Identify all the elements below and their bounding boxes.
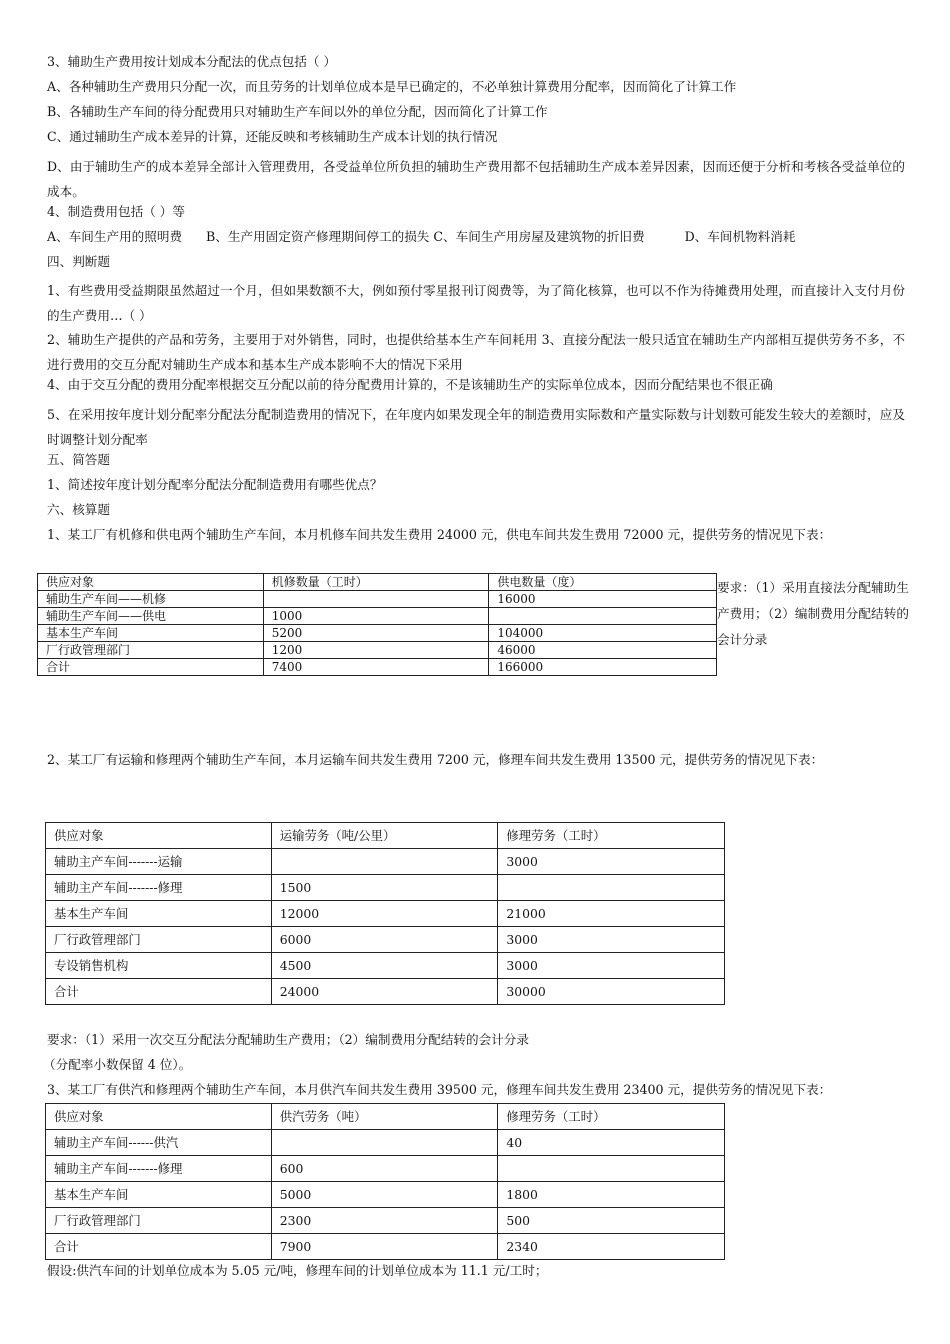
problem3-table xyxy=(45,1103,725,1260)
table-row xyxy=(46,1208,725,1234)
header-cell: 供电数量（度） xyxy=(489,574,717,591)
table-cell: 辅助生产车间——供电 xyxy=(38,608,264,625)
section4-title: 四、判断题 xyxy=(47,254,110,269)
table-cell: 3000 xyxy=(498,849,725,875)
table-cell: 合计 xyxy=(38,659,264,676)
table-cell: 24000 xyxy=(271,979,498,1005)
table-cell: 40 xyxy=(498,1130,725,1156)
judge-item-1: 1、有些费用受益期限虽然超过一个月，但如果数额不大，例如预付零星报刊订阅费等，为了简化核算，也可以不作为待摊费用处理，而直接计入支付月份的生产费用…（ ） xyxy=(47,283,905,323)
table-row xyxy=(38,608,717,625)
table-cell: 辅助主产车间-------运输 xyxy=(46,849,272,875)
table-cell: 7900 xyxy=(271,1234,498,1260)
table-row xyxy=(46,1130,725,1156)
table-cell: 辅助主产车间------供汽 xyxy=(46,1130,272,1156)
table-cell xyxy=(271,849,498,875)
header-cell: 供应对象 xyxy=(38,574,264,591)
table-row xyxy=(46,901,725,927)
table-row xyxy=(46,1234,725,1260)
table-cell: 辅助主产车间-------修理 xyxy=(46,1156,272,1182)
table-cell: 3000 xyxy=(498,953,725,979)
table-cell: 3000 xyxy=(498,927,725,953)
table-cell: 16000 xyxy=(489,591,717,608)
table-cell: 500 xyxy=(498,1208,725,1234)
table-cell: 合计 xyxy=(46,979,272,1005)
problem3-assumption: 假设:供汽车间的计划单位成本为 5.05 元/吨，修理车间的计划单位成本为 11.1 元/工时； xyxy=(47,1263,548,1278)
table-cell: 1500 xyxy=(271,875,498,901)
table-cell: 辅助生产车间——机修 xyxy=(38,591,264,608)
table-cell: 5200 xyxy=(263,625,489,642)
header-cell: 供应对象 xyxy=(46,823,272,849)
table-row xyxy=(38,591,717,608)
table-row xyxy=(46,1182,725,1208)
table-cell: 46000 xyxy=(489,642,717,659)
table-cell: 1000 xyxy=(263,608,489,625)
table-cell: 30000 xyxy=(498,979,725,1005)
q3-option-a: A、各种辅助生产费用只分配一次，而且劳务的计划单位成本是早已确定的，不必单独计算费用分配率，因而简化了计算工作 xyxy=(47,79,737,94)
header-cell: 机修数量（工时） xyxy=(263,574,489,591)
problem2-requirement: 要求：（1）采用一次交互分配法分配辅助生产费用；（2）编制费用分配结转的会计分录 xyxy=(47,1032,529,1047)
table-cell: 基本生产车间 xyxy=(46,901,272,927)
table-cell: 专设销售机构 xyxy=(46,953,272,979)
judge-item-5: 5、在采用按年度计划分配率分配法分配制造费用的情况下，在年度内如果发现全年的制造费用实际数和产量实际数与计划数可能发生较大的差额时，应及时调整计划分配率 xyxy=(47,407,905,447)
problem1-table xyxy=(37,573,717,676)
q4-options: A、车间生产用的照明费 B、生产用固定资产修理期间停工的损失 C、车间生产用房屋及建筑物的折旧费 D、车间机物料消耗 xyxy=(47,229,796,244)
table-cell: 厂行政管理部门 xyxy=(46,927,272,953)
problem1-requirement: 要求：（1）采用直接法分配辅助生产费用；（2）编制费用分配结转的会计分录 xyxy=(717,580,909,647)
table-row xyxy=(38,642,717,659)
table-row xyxy=(46,979,725,1005)
q3-option-d: D、由于辅助生产的成本差异全部计入管理费用，各受益单位所负担的辅助生产费用都不包括辅助生产成本差异因素，因而还便于分析和考核各受益单位的成本。 xyxy=(47,159,905,199)
table-cell: 600 xyxy=(271,1156,498,1182)
header-cell: 修理劳务（工时） xyxy=(498,1104,725,1130)
short-answer-1: 1、简述按年度计划分配率分配法分配制造费用有哪些优点？ xyxy=(47,477,383,492)
table-cell: 21000 xyxy=(498,901,725,927)
q4-stem: 4、制造费用包括（ ）等 xyxy=(47,204,185,219)
table-cell: 2340 xyxy=(498,1234,725,1260)
section5-title: 五、简答题 xyxy=(47,452,110,467)
table-cell: 辅助主产车间-------修理 xyxy=(46,875,272,901)
table-header-row xyxy=(46,1104,725,1130)
table-cell xyxy=(263,591,489,608)
table-header-row xyxy=(46,823,725,849)
table-row xyxy=(46,1156,725,1182)
table-row xyxy=(46,849,725,875)
table-cell: 1800 xyxy=(498,1182,725,1208)
q3-option-c: C、通过辅助生产成本差异的计算，还能反映和考核辅助生产成本计划的执行情况 xyxy=(47,129,498,144)
problem2-stem: 2、某工厂有运输和修理两个辅助生产车间，本月运输车间共发生费用 7200 元，修理车间共发生费用 13500 元，提供劳务的情况见下表： xyxy=(47,752,824,767)
table-cell: 基本生产车间 xyxy=(38,625,264,642)
judge-item-4: 4、由于交互分配的费用分配率根据交互分配以前的待分配费用计算的，不是该辅助生产的实际单位成本，因而分配结果也不很正确 xyxy=(47,377,773,392)
table-row xyxy=(38,659,717,676)
table-row xyxy=(46,927,725,953)
table-cell xyxy=(498,1156,725,1182)
table-cell: 7400 xyxy=(263,659,489,676)
table-cell xyxy=(489,608,717,625)
header-cell: 修理劳务（工时） xyxy=(498,823,725,849)
problem3-stem: 3、某工厂有供汽和修理两个辅助生产车间，本月供汽车间共发生费用 39500 元，修理车间共发生费用 23400 元，提供劳务的情况见下表： xyxy=(47,1082,832,1097)
table-cell: 12000 xyxy=(271,901,498,927)
table-cell: 厂行政管理部门 xyxy=(46,1208,272,1234)
problem2-table xyxy=(45,822,725,1005)
table-cell xyxy=(271,1130,498,1156)
table-cell: 合计 xyxy=(46,1234,272,1260)
table-header-row xyxy=(38,574,717,591)
table-cell: 1200 xyxy=(263,642,489,659)
table-cell: 4500 xyxy=(271,953,498,979)
table-cell: 6000 xyxy=(271,927,498,953)
table-cell xyxy=(498,875,725,901)
table-cell: 166000 xyxy=(489,659,717,676)
header-cell: 供应对象 xyxy=(46,1104,272,1130)
table-row xyxy=(46,953,725,979)
table-cell: 2300 xyxy=(271,1208,498,1234)
table-cell: 5000 xyxy=(271,1182,498,1208)
table-row xyxy=(46,875,725,901)
table-row xyxy=(38,625,717,642)
table-cell: 104000 xyxy=(489,625,717,642)
header-cell: 运输劳务（吨/公里） xyxy=(271,823,498,849)
problem1-stem: 1、某工厂有机修和供电两个辅助生产车间，本月机修车间共发生费用 24000 元，供电车间共发生费用 72000 元，提供劳务的情况见下表： xyxy=(47,527,832,542)
table-cell: 厂行政管理部门 xyxy=(38,642,264,659)
judge-item-2: 2、辅助生产提供的产品和劳务，主要用于对外销售，同时，也提供给基本生产车间耗用 3、直接分配法一般只适宜在辅助生产内部相互提供劳务不多，不进行费用的交互分配对辅助生产成本和基本生产成本影响不大的情况下采用 xyxy=(47,332,905,372)
table-cell: 基本生产车间 xyxy=(46,1182,272,1208)
problem2-note: （分配率小数保留 4 位）。 xyxy=(43,1057,192,1072)
header-cell: 供汽劳务（吨） xyxy=(271,1104,498,1130)
section6-title: 六、核算题 xyxy=(47,502,110,517)
q3-stem: 3、辅助生产费用按计划成本分配法的优点包括（ ） xyxy=(47,54,337,69)
q3-option-b: B、各辅助生产车间的待分配费用只对辅助生产车间以外的单位分配，因而简化了计算工作 xyxy=(47,104,548,119)
